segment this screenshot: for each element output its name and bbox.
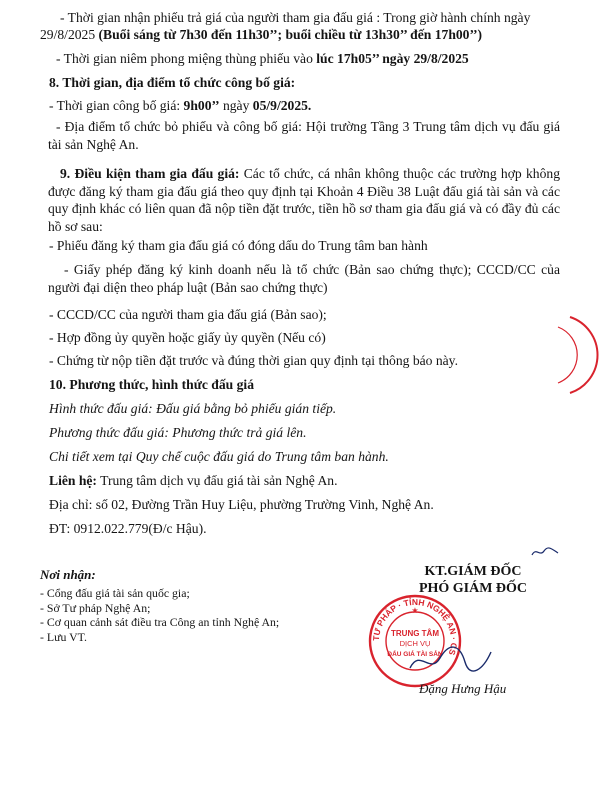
edge-stamp-fragment	[540, 315, 603, 395]
initials-mark	[530, 545, 560, 559]
section-9-body: Các tổ chức, cá nhân không thuộc các trường hợp không được đăng ký tham gia đấu giá theo quy định tại Khoản 4 Điều 38 Luật đấu giá tài sản và các quy định khác có liên quan đã nộp tiền đặt trước, tiền hồ sơ tham gia đấu giá và có đầy đủ các hồ sơ sau:	[48, 166, 560, 234]
seal-time-line	[56, 51, 469, 67]
announce-time-line: - Thời gian công bố giá: 9h00’’ ngày 05/9/2025.	[49, 98, 312, 113]
contact-line	[49, 473, 337, 489]
section-9-paragraph	[48, 165, 560, 235]
section-10-heading: 10. Phương thức, hình thức đấu giá	[49, 377, 254, 392]
stamp-line-1: TRUNG TÂM	[391, 629, 439, 638]
contact-phone: ĐT: 0912.022.779(Đ/c Hậu).	[49, 521, 207, 536]
stamp-star-icon: ★	[411, 606, 419, 615]
doc-item-2: - Giấy phép đăng ký kinh doanh nếu là tổ chức (Bản sao chứng thực); CCCD/CC của người đại diện theo pháp luật (Bản sao chứng thực)	[48, 262, 560, 295]
stamp-ring-text: TƯ PHÁP · TỈNH NGHỆ AN · CS	[370, 596, 460, 657]
doc-item-3: - CCCD/CC của người tham gia đấu giá (Bản sao);	[49, 307, 327, 322]
stamp-line-2: DỊCH VỤ	[399, 639, 431, 648]
signer-name: Đặng Hưng Hậu	[419, 681, 507, 696]
auction-detail: Chi tiết xem tại Quy chế cuộc đấu giá do Trung tâm ban hành.	[49, 449, 389, 464]
recipient-item: - Cổng đấu giá tài sản quốc gia;	[40, 586, 190, 600]
contact-label: Liên hệ:	[49, 473, 97, 488]
seal-time-value: lúc 17h05’’ ngày 29/8/2025	[316, 51, 469, 66]
recipient-item: - Cơ quan cảnh sát điều tra Công an tỉnh Nghệ An;	[40, 615, 280, 629]
section-9-heading: 9. Điều kiện tham gia đấu giá:	[60, 166, 240, 181]
auction-method: Phương thức đấu giá: Phương thức trả giá lên.	[49, 425, 307, 440]
receive-date: 29/8/2025	[40, 27, 99, 42]
signature-title-1: KT.GIÁM ĐỐC	[424, 564, 522, 579]
contact-value: Trung tâm dịch vụ đấu giá tài sản Nghệ An.	[96, 473, 338, 488]
auction-form: Hình thức đấu giá: Đấu giá bằng bỏ phiếu gián tiếp.	[49, 401, 337, 416]
doc-item-1: - Phiếu đăng ký tham gia đấu giá có đóng dấu do Trung tâm ban hành	[49, 238, 428, 253]
contact-address: Địa chỉ: số 02, Đường Trần Huy Liệu, phường Trường Vinh, Nghệ An.	[49, 497, 434, 512]
receive-time-line-1: - Thời gian nhận phiếu trả giá của người tham gia đấu giá : Trong giờ hành chính ngày	[60, 10, 531, 25]
section-8-heading: 8. Thời gian, địa điểm tổ chức công bố giá:	[49, 75, 296, 90]
announce-place-paragraph: - Địa điểm tổ chức bỏ phiếu và công bố giá: Hội trường Tầng 3 Trung tâm dịch vụ đấu giá tài sản Nghệ An.	[48, 119, 560, 152]
seal-time-prefix: - Thời gian niêm phong miệng thùng phiếu vào	[56, 51, 317, 66]
receive-hours: (Buổi sáng từ 7h30 đến 11h30’’; buổi chiều từ 13h30’’ đến 17h00’’)	[98, 27, 483, 42]
signature-title-2: PHÓ GIÁM ĐỐC	[418, 581, 528, 596]
handwritten-signature	[405, 640, 495, 680]
recipient-item: - Lưu VT.	[40, 630, 87, 644]
recipients-title: Nơi nhận:	[40, 567, 96, 582]
stamp-line-3: ĐẤU GIÁ TÀI SẢN	[387, 651, 443, 658]
doc-item-5: - Chứng từ nộp tiền đặt trước và đúng thời gian quy định tại thông báo này.	[49, 353, 458, 368]
receive-time-line-2	[40, 27, 482, 43]
recipient-item: - Sở Tư pháp Nghệ An;	[40, 601, 151, 615]
doc-item-4: - Hợp đồng ủy quyền hoặc giấy ủy quyền (Nếu có)	[49, 330, 326, 345]
